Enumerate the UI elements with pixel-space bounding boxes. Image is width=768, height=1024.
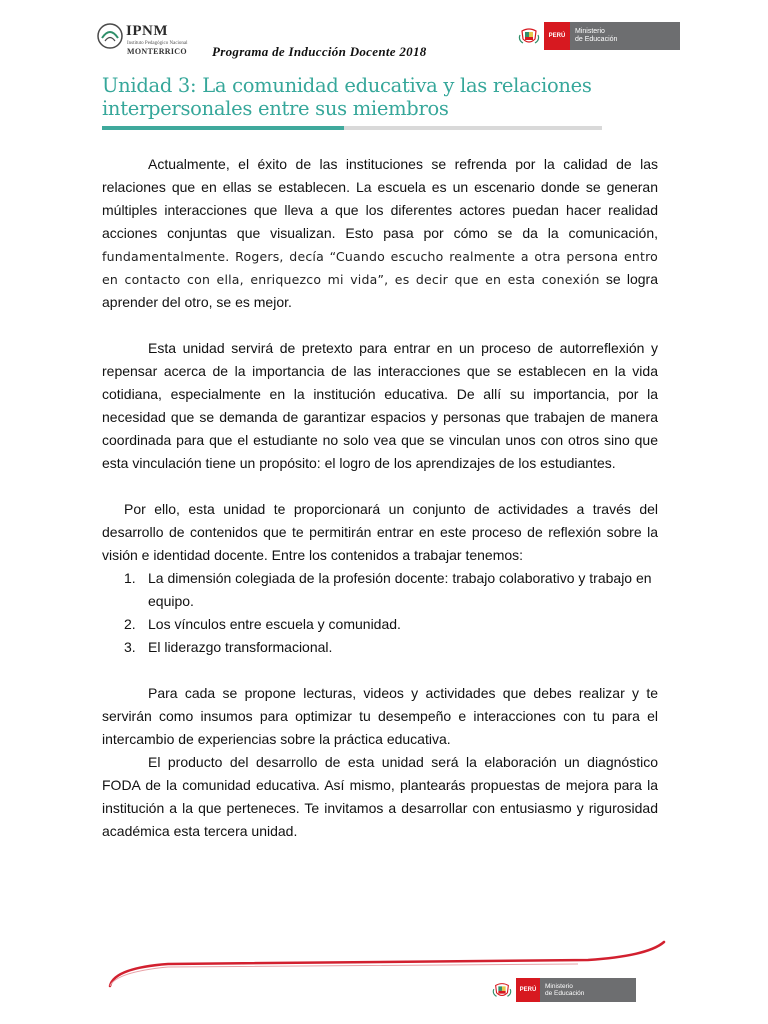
ipnm-seal-icon [96,22,124,50]
ipnm-name: IPNM [126,23,168,39]
ministry-line-2: de Educación [575,36,618,43]
ministry-line-1: Ministerio [575,28,605,35]
unit-title: Unidad 3: La comunidad educativa y las relaciones interpersonales entre sus miembros [102,74,592,120]
ministry-line-1: Ministerio [545,983,573,990]
coat-of-arms-icon [492,980,512,1000]
paragraph-1-text-b: se logra aprender del otro, se es mejor. [102,271,658,310]
ministry-label [570,22,680,50]
ipnm-logo [96,20,206,54]
paragraph-4: Para cada se propone lecturas, videos y actividades que debes realizar y te servirán como insumos para optimizar tu desempeño e interacciones con tu para el intercambio de experiencias sobre la práctica educativa. [102,685,658,747]
contents-list [102,567,658,659]
paragraph-1 [102,153,658,314]
page-header [0,0,768,60]
ministry-label [540,978,636,1002]
title-underline-accent [102,126,344,130]
ipnm-town: MONTERRICO [127,47,187,56]
list-item-text: Los vínculos entre escuela y comunidad. [148,616,401,632]
list-item [102,636,658,659]
list-item-number: 1. [124,570,136,586]
minedu-logo-footer [492,978,636,1002]
title-underline [102,126,602,130]
list-item-text: La dimensión colegiada de la profesión docente: trabajo colaborativo y trabajo en equipo. [148,570,652,609]
paragraph-1-text-a: Actualmente, el éxito de las instituciones se refrenda por la calidad de las relaciones que en ellas se establecen. La escuela es un escenario donde se generan múltiples interacciones que lleva a que los diferentes actores puedan hacer realidad acciones conjuntas que visualizan. Esto pasa por cómo se da la comunicación, [102,156,658,241]
peru-label: PERÚ [544,22,570,50]
peru-label: PERÚ [516,978,540,1002]
minedu-logo-header [518,22,680,50]
paragraph-3: Por ello, esta unidad te proporcionará un conjunto de actividades a través del desarrollo de contenidos que te permitirán entrar en este proceso de reflexión sobre la visión e identidad docente. Entre los contenidos a trabajar tenemos: [102,501,658,563]
paragraph-5: El producto del desarrollo de esta unidad será la elaboración un diagnóstico FODA de la comunidad educativa. Así mismo, plantearás propuestas de mejora para la institución a la que perteneces. Te invitamos a desarrollar con entusiasmo y rigurosidad académica esta tercera unidad. [102,754,658,839]
paragraph-2: Esta unidad servirá de pretexto para entrar en un proceso de autorreflexión y repensar acerca de la importancia de las interacciones que se establecen en la vida cotidiana, especialmente en la institución educativa. De allí su importancia, por la necesidad que se demanda de garantizar espacios y personas que trabajen de manera coordinada para que el estudiante no solo vea que se vinculan unos con otros sino que esta vinculación tiene un propósito: el logro de los aprendizajes de los estudiantes. [102,340,658,471]
list-item-text: El liderazgo transformacional. [148,639,333,655]
list-item [102,567,658,613]
rogers-quote: fundamentalmente. Rogers, decía “Cuando escucho realmente a otra persona entro en contacto con ella, enriquezco mi vida”, es decir que en esta conexión [102,249,658,287]
coat-of-arms-icon [518,25,540,47]
list-item-number: 3. [124,639,136,655]
list-item-number: 2. [124,616,136,632]
body-text [102,153,658,843]
program-title: Programa de Inducción Docente 2018 [212,44,427,59]
ipnm-subtitle: Instituto Pedagógico Nacional [127,41,188,46]
ministry-line-2: de Educación [545,990,585,997]
list-item [102,613,658,636]
